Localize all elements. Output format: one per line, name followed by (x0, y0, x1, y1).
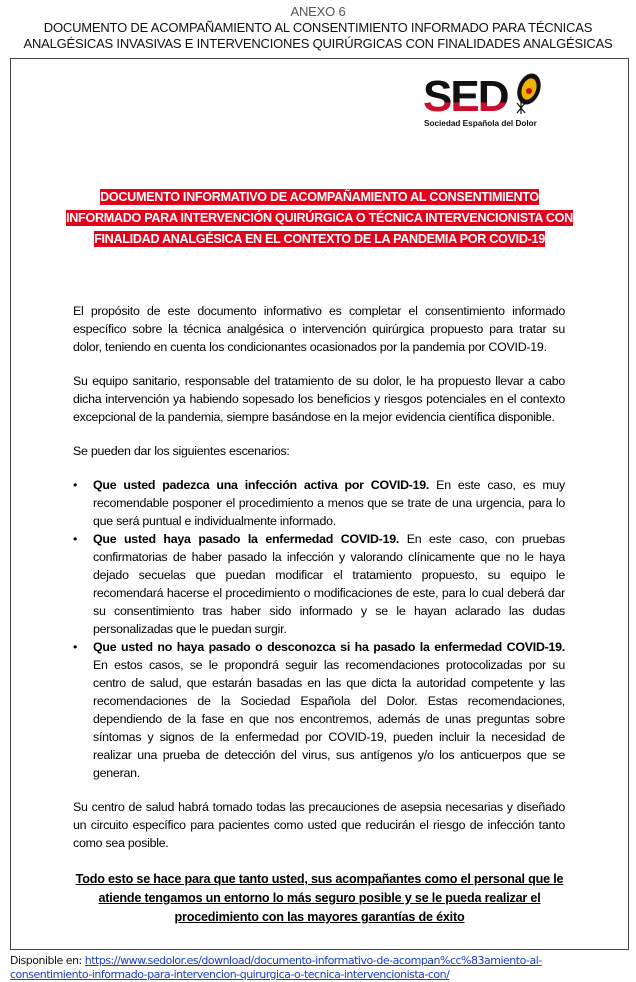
source-link[interactable]: https://www.sedolor.es/download/documento-informativo-de-acompan%cc%83amiento-al- (84, 954, 542, 967)
logo-subtitle: Sociedad Española del Dolor (424, 119, 537, 128)
annex-number: ANEXO 6 (290, 4, 346, 19)
list-item (73, 530, 565, 638)
paragraph: Su equipo sanitario, responsable del tratamiento de su dolor, le ha propuesto llevar a cabo dicha intervención ya habiendo sopesado los beneficios y riesgos potenciales en el contexto excepcional de la pandemia, siempre basándose en la mejor evidencia científica disponible. (73, 374, 565, 424)
logo-star-icon (517, 102, 525, 114)
list-item-text: En este caso, es muy recomendable posponer el procedimiento a menos que se trate de una urgencia, para lo que será puntual e individualmente informado. (93, 478, 565, 528)
sed-logo (421, 71, 551, 129)
logo-area (11, 71, 628, 131)
paragraph: Se pueden dar los siguientes escenarios: (73, 444, 290, 458)
source-link-continued[interactable]: consentimiento-informado-para-intervencion-quirurgica-o-tecnica-intervencionista-con/ (10, 968, 450, 981)
list-item-lead: Que usted haya pasado la enfermedad COVID-19. (93, 532, 400, 546)
scenario-list (73, 476, 565, 782)
title-line: INFORMADO PARA INTERVENCIÓN QUIRÚRGICA O TÉCNICA INTERVENCIONISTA CON (66, 211, 573, 225)
list-item-text: En este caso, con pruebas confirmatorias de haber pasado la infección y valorando clínicamente que no le haya dejado secuelas que puedan modificar el tratamiento propuesto, su equipo le recomendará hacerse el procedimiento o modificaciones de este, para lo cual deberá dar su consentimiento tras haber sido informado y se le hayan aclarado las dudas personalizadas que le puedan surgir. (93, 532, 565, 636)
document-title (30, 187, 610, 250)
list-item-text: En estos casos, se le propondrá seguir las recomendaciones protocolizadas por su centro de salud, que estarán basadas en las que dicta la autoridad competente y las recomendaciones de la Sociedad Española del Dolor. Estas recomendaciones, dependiendo de la fase en que nos encontremos, además de unas preguntas sobre síntomas y signos de la enfermedad por COVID-19, pueden incluir la necesidad de realizar una prueba de detección del virus, sus antígenos y/o los anticuerpos que se generan. (93, 658, 565, 780)
title-line: DOCUMENTO INFORMATIVO DE ACOMPAÑAMIENTO AL CONSENTIMIENTO (100, 190, 539, 204)
annex-header (0, 0, 636, 52)
paragraph: Su centro de salud habrá tomado todas las precauciones de asepsia necesarias y diseñado un circuito específico para pacientes como usted que reducirán el riesgo de infección tanto como sea posible. (73, 800, 565, 850)
list-item-lead: Que usted no haya pasado o desconozca si ha pasado la enfermedad COVID-19. (93, 640, 565, 654)
list-item (73, 638, 565, 782)
list-item-lead: Que usted padezca una infección activa por COVID-19. (93, 478, 430, 492)
annex-title-line: ANALGÉSICAS INVASIVAS E INTERVENCIONES QUIRÚRGICAS CON FINALIDADES ANALGÉSICAS (23, 36, 613, 51)
closing-statement: Todo esto se hace para que tanto usted, sus acompañantes como el personal que le atiende tengamos un entorno lo más seguro posible y se le pueda realizar el procedimiento con las mayores garantías de éxito (75, 872, 564, 924)
logo-wordmark: SED (423, 72, 508, 121)
footer (10, 954, 636, 982)
footer-label: Disponible en: (10, 954, 85, 967)
list-item (73, 476, 565, 530)
title-line: FINALIDAD ANALGÉSICA EN EL CONTEXTO DE LA PANDEMIA POR COVID-19 (94, 232, 545, 246)
paragraph: El propósito de este documento informativo es completar el consentimiento informado específico sobre la técnica analgésica o intervención quirúrgica propuesto para tratar su dolor, teniendo en cuenta los condicionantes ocasionados por la pandemia por COVID-19. (73, 304, 565, 354)
annex-title-line: DOCUMENTO DE ACOMPAÑAMIENTO AL CONSENTIMIENTO INFORMADO PARA TÉCNICAS (43, 20, 593, 35)
document-body (73, 302, 565, 852)
document-frame (10, 58, 629, 950)
